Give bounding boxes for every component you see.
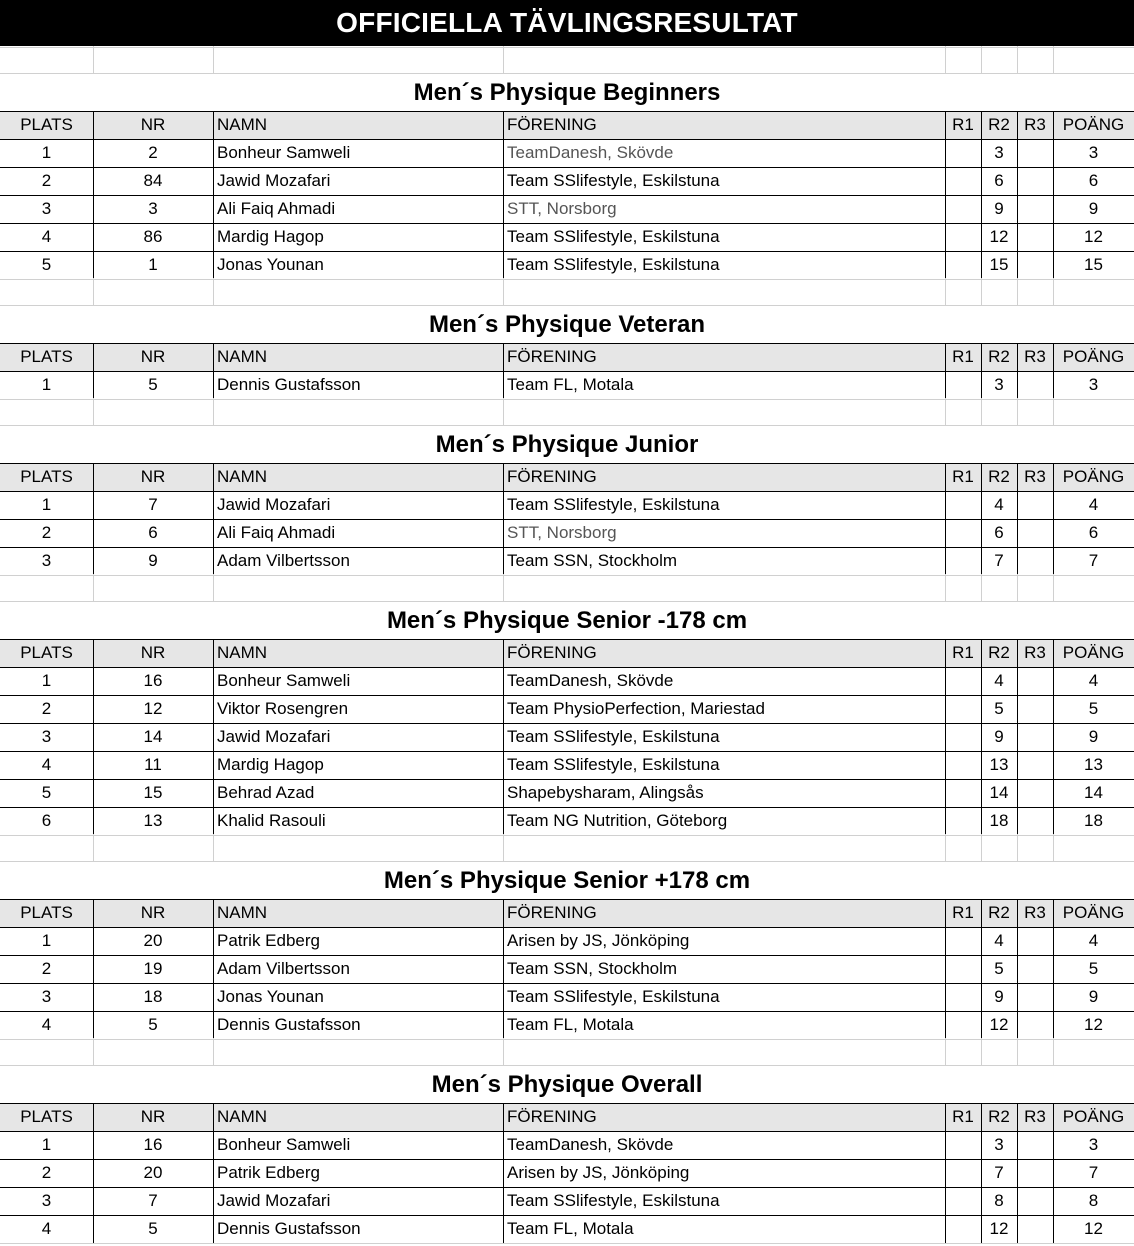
column-header-forening: FÖRENING	[507, 643, 597, 662]
table-cell-namn: Khalid Rasouli	[217, 811, 326, 830]
table-cell-nr: 84	[143, 171, 163, 190]
table-cell-poang: 3	[1088, 375, 1099, 394]
table-cell-plats: 4	[41, 227, 52, 246]
table-cell-poang: 7	[1088, 551, 1099, 570]
table-cell-r1	[945, 547, 981, 575]
table-cell-forening: Arisen by JS, Jönköping	[507, 931, 690, 950]
table-cell-r3	[1017, 1011, 1053, 1039]
column-divider	[503, 46, 504, 73]
table-cell-forening: Team SSlifestyle, Eskilstuna	[507, 171, 720, 190]
table-cell-poang: 13	[1084, 755, 1103, 774]
column-divider	[93, 574, 94, 601]
column-header-plats: PLATS	[20, 467, 73, 486]
table-cell-r1	[945, 779, 981, 807]
table-cell-r1	[945, 695, 981, 723]
table-cell-r2: 9	[994, 987, 1004, 1006]
table-cell-namn: Viktor Rosengren	[217, 699, 349, 718]
table-cell-nr: 7	[148, 495, 158, 514]
table-cell-r2: 12	[989, 1015, 1009, 1034]
table-cell-r1	[945, 167, 981, 195]
table-cell-nr: 5	[148, 1219, 158, 1238]
column-divider	[1017, 1038, 1018, 1065]
table-cell-plats: 3	[41, 727, 52, 746]
table-cell-r1	[945, 723, 981, 751]
table-cell-r1	[945, 371, 981, 399]
table-cell-plats: 1	[41, 495, 52, 514]
column-divider	[1053, 278, 1054, 305]
table-cell-forening: Team SSlifestyle, Eskilstuna	[507, 987, 720, 1006]
table-cell-r3	[1017, 983, 1053, 1011]
table-cell-r2: 9	[994, 199, 1004, 218]
table-cell-nr: 9	[148, 551, 158, 570]
table-cell-r1	[945, 983, 981, 1011]
table-cell-forening: Team SSN, Stockholm	[507, 551, 678, 570]
column-divider	[1017, 834, 1018, 861]
table-cell-nr: 13	[143, 811, 163, 830]
table-cell-plats: 5	[41, 783, 52, 802]
table-cell-namn: Ali Faiq Ahmadi	[217, 199, 336, 218]
table-cell-namn: Mardig Hagop	[217, 227, 324, 246]
table-cell-poang: 6	[1088, 171, 1099, 190]
column-header-plats: PLATS	[20, 1107, 73, 1126]
table-cell-forening: Arisen by JS, Jönköping	[507, 1163, 690, 1182]
table-cell-plats: 3	[41, 199, 52, 218]
table-cell-nr: 3	[148, 199, 158, 218]
table-cell-namn: Mardig Hagop	[217, 755, 324, 774]
table-cell-plats: 6	[41, 811, 52, 830]
column-header-poang: POÄNG	[1062, 1107, 1125, 1126]
column-header-r2: R2	[988, 347, 1010, 366]
column-header-poang: POÄNG	[1062, 115, 1125, 134]
table-cell-plats: 3	[41, 1191, 52, 1210]
table-cell-r3	[1017, 1187, 1053, 1215]
section-title: Men´s Physique Veteran	[428, 311, 706, 338]
column-header-nr: NR	[140, 1107, 166, 1126]
column-divider	[1017, 278, 1018, 305]
column-divider	[981, 574, 982, 601]
column-header-namn: NAMN	[217, 467, 268, 486]
table-cell-nr: 15	[143, 783, 163, 802]
table-cell-r2: 7	[994, 551, 1004, 570]
table-cell-r1	[945, 1131, 981, 1159]
table-cell-forening: Team NG Nutrition, Göteborg	[507, 811, 728, 830]
row-divider	[0, 1243, 1134, 1244]
column-divider	[1053, 574, 1054, 601]
column-header-r1: R1	[952, 467, 974, 486]
table-cell-poang: 12	[1084, 1015, 1103, 1034]
column-header-plats: PLATS	[20, 347, 73, 366]
table-cell-forening: Team SSlifestyle, Eskilstuna	[507, 755, 720, 774]
table-cell-r3	[1017, 491, 1053, 519]
table-cell-plats: 3	[41, 987, 52, 1006]
table-cell-r3	[1017, 223, 1053, 251]
table-cell-nr: 16	[143, 1135, 163, 1154]
table-cell-r3	[1017, 139, 1053, 167]
table-cell-poang: 12	[1084, 227, 1103, 246]
table-cell-nr: 7	[148, 1191, 158, 1210]
table-cell-r1	[945, 139, 981, 167]
table-cell-r3	[1017, 955, 1053, 983]
table-cell-r3	[1017, 251, 1053, 279]
column-header-namn: NAMN	[217, 643, 268, 662]
column-divider	[1053, 46, 1054, 73]
table-cell-forening: Team FL, Motala	[507, 1219, 634, 1238]
column-divider	[503, 834, 504, 861]
table-cell-forening: Team PhysioPerfection, Mariestad	[507, 699, 765, 718]
column-divider	[93, 278, 94, 305]
table-cell-r1	[945, 751, 981, 779]
table-cell-nr: 86	[143, 227, 163, 246]
table-cell-r2: 5	[994, 699, 1004, 718]
column-header-r1: R1	[952, 903, 974, 922]
column-header-poang: POÄNG	[1062, 903, 1125, 922]
table-cell-r2: 3	[994, 143, 1004, 162]
table-cell-nr: 18	[143, 987, 163, 1006]
table-cell-poang: 8	[1088, 1191, 1099, 1210]
table-cell-poang: 9	[1088, 199, 1099, 218]
table-cell-r2: 6	[994, 171, 1004, 190]
table-cell-poang: 4	[1088, 495, 1099, 514]
table-cell-namn: Jawid Mozafari	[217, 171, 331, 190]
section-title: Men´s Physique Junior	[435, 431, 699, 458]
row-divider	[0, 425, 1134, 426]
column-divider	[213, 574, 214, 601]
row-divider	[0, 73, 1134, 74]
table-cell-r3	[1017, 751, 1053, 779]
table-cell-plats: 1	[41, 1135, 52, 1154]
table-cell-r3	[1017, 167, 1053, 195]
table-cell-plats: 1	[41, 143, 52, 162]
table-cell-r2: 4	[994, 671, 1004, 690]
column-header-r3: R3	[1024, 115, 1046, 134]
table-cell-plats: 2	[41, 1163, 52, 1182]
table-cell-r1	[945, 1187, 981, 1215]
column-header-r2: R2	[988, 643, 1010, 662]
column-header-plats: PLATS	[20, 643, 73, 662]
table-cell-r3	[1017, 519, 1053, 547]
column-header-r3: R3	[1024, 347, 1046, 366]
row-divider	[0, 305, 1134, 306]
table-cell-namn: Bonheur Samweli	[217, 143, 351, 162]
table-cell-r2: 3	[994, 375, 1004, 394]
table-cell-nr: 6	[148, 523, 158, 542]
section-title: Men´s Physique Senior +178 cm	[383, 867, 751, 894]
table-cell-nr: 14	[143, 727, 163, 746]
table-cell-r3	[1017, 807, 1053, 835]
table-cell-r1	[945, 251, 981, 279]
column-divider	[981, 46, 982, 73]
column-header-r1: R1	[952, 115, 974, 134]
column-divider	[981, 1038, 982, 1065]
table-cell-namn: Dennis Gustafsson	[217, 1015, 361, 1034]
column-divider	[93, 398, 94, 425]
column-header-r1: R1	[952, 347, 974, 366]
table-cell-namn: Jonas Younan	[217, 255, 324, 274]
table-cell-plats: 2	[41, 523, 52, 542]
column-header-forening: FÖRENING	[507, 347, 597, 366]
table-cell-nr: 12	[143, 699, 163, 718]
column-header-nr: NR	[140, 643, 166, 662]
table-cell-namn: Ali Faiq Ahmadi	[217, 523, 336, 542]
row-divider	[0, 575, 1134, 576]
table-cell-r1	[945, 223, 981, 251]
table-cell-forening: Team FL, Motala	[507, 1015, 634, 1034]
row-divider	[0, 1039, 1134, 1040]
table-cell-forening: Team SSlifestyle, Eskilstuna	[507, 727, 720, 746]
table-cell-poang: 4	[1088, 671, 1099, 690]
column-header-forening: FÖRENING	[507, 467, 597, 486]
column-divider	[213, 1038, 214, 1065]
table-cell-poang: 6	[1088, 523, 1099, 542]
table-cell-r3	[1017, 1215, 1053, 1243]
table-cell-nr: 20	[143, 1163, 163, 1182]
table-cell-namn: Dennis Gustafsson	[217, 375, 361, 394]
column-header-forening: FÖRENING	[507, 1107, 597, 1126]
column-divider	[945, 834, 946, 861]
column-header-r2: R2	[988, 903, 1010, 922]
column-header-poang: POÄNG	[1062, 347, 1125, 366]
table-cell-r2: 4	[994, 495, 1004, 514]
table-cell-r2: 14	[989, 783, 1009, 802]
table-cell-poang: 9	[1088, 987, 1099, 1006]
table-cell-plats: 4	[41, 755, 52, 774]
row-divider	[0, 861, 1134, 862]
table-cell-nr: 5	[148, 375, 158, 394]
table-cell-nr: 16	[143, 671, 163, 690]
table-cell-r2: 7	[994, 1163, 1004, 1182]
column-divider	[503, 398, 504, 425]
table-cell-namn: Jawid Mozafari	[217, 727, 331, 746]
table-cell-plats: 4	[41, 1015, 52, 1034]
table-cell-poang: 5	[1088, 699, 1099, 718]
table-cell-r2: 15	[989, 255, 1009, 274]
column-divider	[945, 46, 946, 73]
table-cell-r2: 9	[994, 727, 1004, 746]
table-cell-plats: 2	[41, 171, 52, 190]
column-divider	[981, 834, 982, 861]
table-cell-r2: 13	[989, 755, 1009, 774]
column-divider	[93, 46, 94, 73]
table-cell-namn: Jawid Mozafari	[217, 495, 331, 514]
row-divider	[0, 47, 1134, 48]
table-cell-r3	[1017, 195, 1053, 223]
table-cell-plats: 1	[41, 931, 52, 950]
table-cell-r3	[1017, 547, 1053, 575]
row-divider	[0, 1065, 1134, 1066]
table-cell-nr: 2	[148, 143, 158, 162]
table-cell-nr: 20	[143, 931, 163, 950]
column-divider	[945, 278, 946, 305]
table-cell-plats: 2	[41, 699, 52, 718]
table-cell-r2: 8	[994, 1191, 1004, 1210]
table-cell-plats: 1	[41, 671, 52, 690]
table-cell-poang: 14	[1084, 783, 1103, 802]
column-divider	[1053, 834, 1054, 861]
column-header-r2: R2	[988, 115, 1010, 134]
table-cell-r2: 18	[989, 811, 1009, 830]
table-cell-r3	[1017, 927, 1053, 955]
table-cell-forening: Shapebysharam, Alingsås	[507, 783, 704, 802]
table-cell-r1	[945, 1011, 981, 1039]
column-divider	[213, 834, 214, 861]
column-header-plats: PLATS	[20, 115, 73, 134]
table-cell-r2: 6	[994, 523, 1004, 542]
table-cell-nr: 1	[148, 255, 158, 274]
column-divider	[945, 574, 946, 601]
column-header-r1: R1	[952, 643, 974, 662]
column-header-nr: NR	[140, 903, 166, 922]
table-cell-poang: 12	[1084, 1219, 1103, 1238]
table-cell-r3	[1017, 695, 1053, 723]
column-divider	[213, 46, 214, 73]
table-cell-poang: 9	[1088, 727, 1099, 746]
table-cell-r1	[945, 955, 981, 983]
table-cell-namn: Bonheur Samweli	[217, 671, 351, 690]
column-header-namn: NAMN	[217, 347, 268, 366]
table-cell-r2: 4	[994, 931, 1004, 950]
table-cell-r3	[1017, 723, 1053, 751]
table-cell-namn: Adam Vilbertsson	[217, 959, 350, 978]
column-divider	[1017, 46, 1018, 73]
column-divider	[503, 1038, 504, 1065]
column-header-r3: R3	[1024, 467, 1046, 486]
table-cell-poang: 4	[1088, 931, 1099, 950]
table-cell-plats: 4	[41, 1219, 52, 1238]
row-divider	[0, 835, 1134, 836]
table-cell-forening: Team FL, Motala	[507, 375, 634, 394]
table-cell-forening: STT, Norsborg	[507, 199, 617, 218]
page-title: OFFICIELLA TÄVLINGSRESULTAT	[0, 0, 1134, 46]
table-cell-plats: 3	[41, 551, 52, 570]
column-header-r3: R3	[1024, 643, 1046, 662]
column-divider	[1053, 398, 1054, 425]
column-header-poang: POÄNG	[1062, 467, 1125, 486]
table-cell-forening: Team SSlifestyle, Eskilstuna	[507, 495, 720, 514]
table-cell-forening: TeamDanesh, Skövde	[507, 1135, 674, 1154]
table-cell-plats: 1	[41, 375, 52, 394]
table-cell-namn: Patrik Edberg	[217, 1163, 320, 1182]
table-cell-r3	[1017, 779, 1053, 807]
table-cell-r1	[945, 519, 981, 547]
column-divider	[213, 278, 214, 305]
table-cell-nr: 19	[143, 959, 163, 978]
column-header-r1: R1	[952, 1107, 974, 1126]
table-cell-namn: Behrad Azad	[217, 783, 315, 802]
column-divider	[1053, 1038, 1054, 1065]
table-cell-forening: STT, Norsborg	[507, 523, 617, 542]
column-header-r2: R2	[988, 1107, 1010, 1126]
table-cell-forening: TeamDanesh, Skövde	[507, 671, 674, 690]
section-title: Men´s Physique Overall	[431, 1071, 703, 1098]
column-header-plats: PLATS	[20, 903, 73, 922]
column-divider	[93, 1038, 94, 1065]
column-header-r3: R3	[1024, 1107, 1046, 1126]
table-cell-namn: Jawid Mozafari	[217, 1191, 331, 1210]
table-cell-plats: 2	[41, 959, 52, 978]
table-cell-forening: Team SSlifestyle, Eskilstuna	[507, 1191, 720, 1210]
column-divider	[1017, 398, 1018, 425]
table-cell-poang: 3	[1088, 143, 1099, 162]
table-cell-r2: 12	[989, 227, 1009, 246]
column-header-r2: R2	[988, 467, 1010, 486]
row-divider	[0, 279, 1134, 280]
table-cell-namn: Patrik Edberg	[217, 931, 320, 950]
table-cell-r1	[945, 1215, 981, 1243]
table-cell-r1	[945, 927, 981, 955]
column-header-nr: NR	[140, 467, 166, 486]
row-divider	[0, 601, 1134, 602]
row-divider	[0, 399, 1134, 400]
table-cell-r3	[1017, 1131, 1053, 1159]
table-cell-nr: 11	[144, 755, 162, 774]
table-cell-r2: 12	[989, 1219, 1009, 1238]
column-divider	[503, 574, 504, 601]
table-cell-nr: 5	[148, 1015, 158, 1034]
table-cell-r3	[1017, 371, 1053, 399]
column-header-r3: R3	[1024, 903, 1046, 922]
column-divider	[945, 398, 946, 425]
table-cell-r1	[945, 1159, 981, 1187]
table-cell-namn: Bonheur Samweli	[217, 1135, 351, 1154]
table-cell-r2: 3	[994, 1135, 1004, 1154]
table-cell-namn: Adam Vilbertsson	[217, 551, 350, 570]
column-header-namn: NAMN	[217, 1107, 268, 1126]
column-header-forening: FÖRENING	[507, 903, 597, 922]
column-header-namn: NAMN	[217, 115, 268, 134]
column-divider	[1017, 574, 1018, 601]
table-cell-poang: 7	[1088, 1163, 1099, 1182]
table-cell-namn: Jonas Younan	[217, 987, 324, 1006]
column-divider	[503, 278, 504, 305]
column-divider	[213, 398, 214, 425]
section-title: Men´s Physique Beginners	[413, 79, 721, 106]
column-divider	[945, 1038, 946, 1065]
table-cell-poang: 5	[1088, 959, 1099, 978]
table-cell-forening: Team SSlifestyle, Eskilstuna	[507, 255, 720, 274]
column-divider	[93, 834, 94, 861]
table-cell-r3	[1017, 667, 1053, 695]
table-cell-r1	[945, 807, 981, 835]
column-divider	[981, 398, 982, 425]
table-cell-namn: Dennis Gustafsson	[217, 1219, 361, 1238]
table-cell-r1	[945, 195, 981, 223]
table-cell-poang: 15	[1084, 255, 1103, 274]
table-cell-forening: TeamDanesh, Skövde	[507, 143, 674, 162]
column-header-forening: FÖRENING	[507, 115, 597, 134]
table-cell-plats: 5	[41, 255, 52, 274]
table-cell-r1	[945, 491, 981, 519]
table-cell-poang: 18	[1084, 811, 1103, 830]
column-divider	[981, 278, 982, 305]
column-header-namn: NAMN	[217, 903, 268, 922]
table-cell-forening: Team SSN, Stockholm	[507, 959, 678, 978]
table-cell-r2: 5	[994, 959, 1004, 978]
section-title: Men´s Physique Senior -178 cm	[386, 607, 748, 634]
table-cell-forening: Team SSlifestyle, Eskilstuna	[507, 227, 720, 246]
column-header-poang: POÄNG	[1062, 643, 1125, 662]
table-cell-r3	[1017, 1159, 1053, 1187]
table-cell-r1	[945, 667, 981, 695]
table-cell-poang: 3	[1088, 1135, 1099, 1154]
column-header-nr: NR	[140, 347, 166, 366]
column-header-nr: NR	[140, 115, 166, 134]
